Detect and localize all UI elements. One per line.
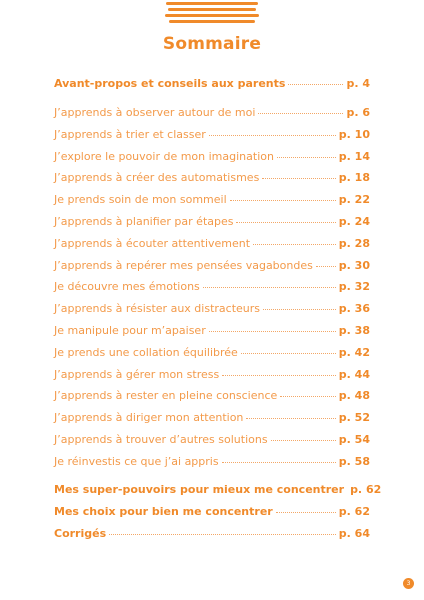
leader-dots [230,200,336,201]
toc-entry-page: p. 62 [338,504,370,518]
toc-entry[interactable] [54,389,370,411]
toc-entry-page: p. 6 [346,106,370,119]
brush-stroke [169,20,255,23]
leader-dots [253,244,336,245]
toc-entry[interactable] [54,280,370,302]
toc-entry-label: J’apprends à créer des automatismes [54,171,260,185]
toc-entry[interactable] [54,455,370,477]
toc-entry-page: p. 44 [338,367,370,381]
toc-entry-page: p. 18 [338,171,370,185]
toc-entry-page: p. 52 [338,411,370,425]
toc-entry-label: J’apprends à rester en pleine conscience [54,389,278,403]
toc-entry-page: p. 10 [338,127,370,141]
toc-entry[interactable] [54,483,382,505]
toc-entry-label: Mes super-pouvoirs pour mieux me concentrer [54,483,345,496]
toc-appendices [54,483,382,548]
toc-entry-page: p. 14 [338,149,370,163]
leader-dots [277,157,336,158]
toc-entry-label: J’apprends à observer autour de moi [54,106,256,119]
toc-entry[interactable] [54,527,370,549]
toc-entry[interactable] [54,171,370,193]
toc-entry-label: Mes choix pour bien me concentrer [54,504,273,518]
leader-dots [288,84,343,85]
leader-dots [209,331,336,332]
toc-entry-page: p. 64 [338,526,370,540]
toc-entry[interactable] [54,259,370,281]
leader-dots [203,287,336,288]
brush-stroke [165,14,259,17]
toc-entry-label: J’apprends à écouter attentivement [54,236,251,250]
toc-entry-label: J’explore le pouvoir de mon imagination [54,149,274,163]
page-number-badge: 3 [403,578,414,589]
brush-stroke [166,2,258,5]
brush-stroke [168,8,256,11]
toc-entry-page: p. 62 [350,483,382,496]
page-title: Sommaire [162,34,262,54]
toc-entry-label: Corrigés [54,526,107,540]
toc-intro [54,77,370,99]
leader-dots [263,309,336,310]
leader-dots [262,178,335,179]
toc-entry-page: p. 36 [338,302,370,316]
toc-entry-page: p. 30 [338,258,370,272]
toc-entry-label: J’apprends à planifier par étapes [54,214,234,228]
leader-dots [276,512,336,513]
toc-entry-page: p. 48 [338,389,370,403]
toc-entry-page: p. 58 [338,454,370,468]
toc-entry-label: Je manipule pour m’apaiser [54,323,206,337]
toc-entry[interactable] [54,368,370,390]
leader-dots [209,135,336,136]
toc-entry[interactable] [54,505,370,527]
toc-entry-label: J’apprends à repérer mes pensées vagabondes [54,258,313,272]
toc-entry-label: Je réinvestis ce que j’ai appris [54,454,219,468]
leader-dots [236,222,335,223]
toc-entry-label: Je prends soin de mon sommeil [54,193,227,207]
toc-entry[interactable] [54,106,370,128]
leader-dots [109,534,336,535]
leader-dots [222,375,336,376]
toc-entry-page: p. 4 [346,77,370,90]
toc-entry-page: p. 54 [338,432,370,446]
leader-dots [280,396,336,397]
toc-entry-page: p. 24 [338,214,370,228]
leader-dots [271,440,336,441]
toc-entry-label: J’apprends à gérer mon stress [54,367,220,381]
toc-entry-label: Avant-propos et conseils aux parents [54,77,286,90]
toc-entry[interactable] [54,346,370,368]
leader-dots [222,462,336,463]
leader-dots [241,353,336,354]
leader-dots [258,113,343,114]
toc-entry-label: Je découvre mes émotions [54,280,200,294]
toc-entry-page: p. 32 [338,280,370,294]
toc-entry-label: J’apprends à trouver d’autres solutions [54,432,268,446]
toc-entry[interactable] [54,302,370,324]
toc-entry-label: Je prends une collation équilibrée [54,345,238,359]
toc-entry[interactable] [54,237,370,259]
toc-entry-label: J’apprends à diriger mon attention [54,411,244,425]
leader-dots [246,418,335,419]
toc-entry[interactable] [54,433,370,455]
toc-entry[interactable] [54,128,370,150]
toc-entry[interactable] [54,77,370,99]
toc-entry[interactable] [54,193,370,215]
toc-entry-page: p. 22 [338,193,370,207]
toc-entry-page: p. 42 [338,345,370,359]
toc-entry[interactable] [54,411,370,433]
toc-entry[interactable] [54,150,370,172]
leader-dots [316,266,336,267]
toc-entry-page: p. 28 [338,236,370,250]
toc-entry[interactable] [54,215,370,237]
toc-entry-label: J’apprends à trier et classer [54,127,206,141]
toc-entry-label: J’apprends à résister aux distracteurs [54,302,260,316]
toc-entry[interactable] [54,324,370,346]
toc-entry-page: p. 38 [338,323,370,337]
toc-chapters [54,106,370,477]
